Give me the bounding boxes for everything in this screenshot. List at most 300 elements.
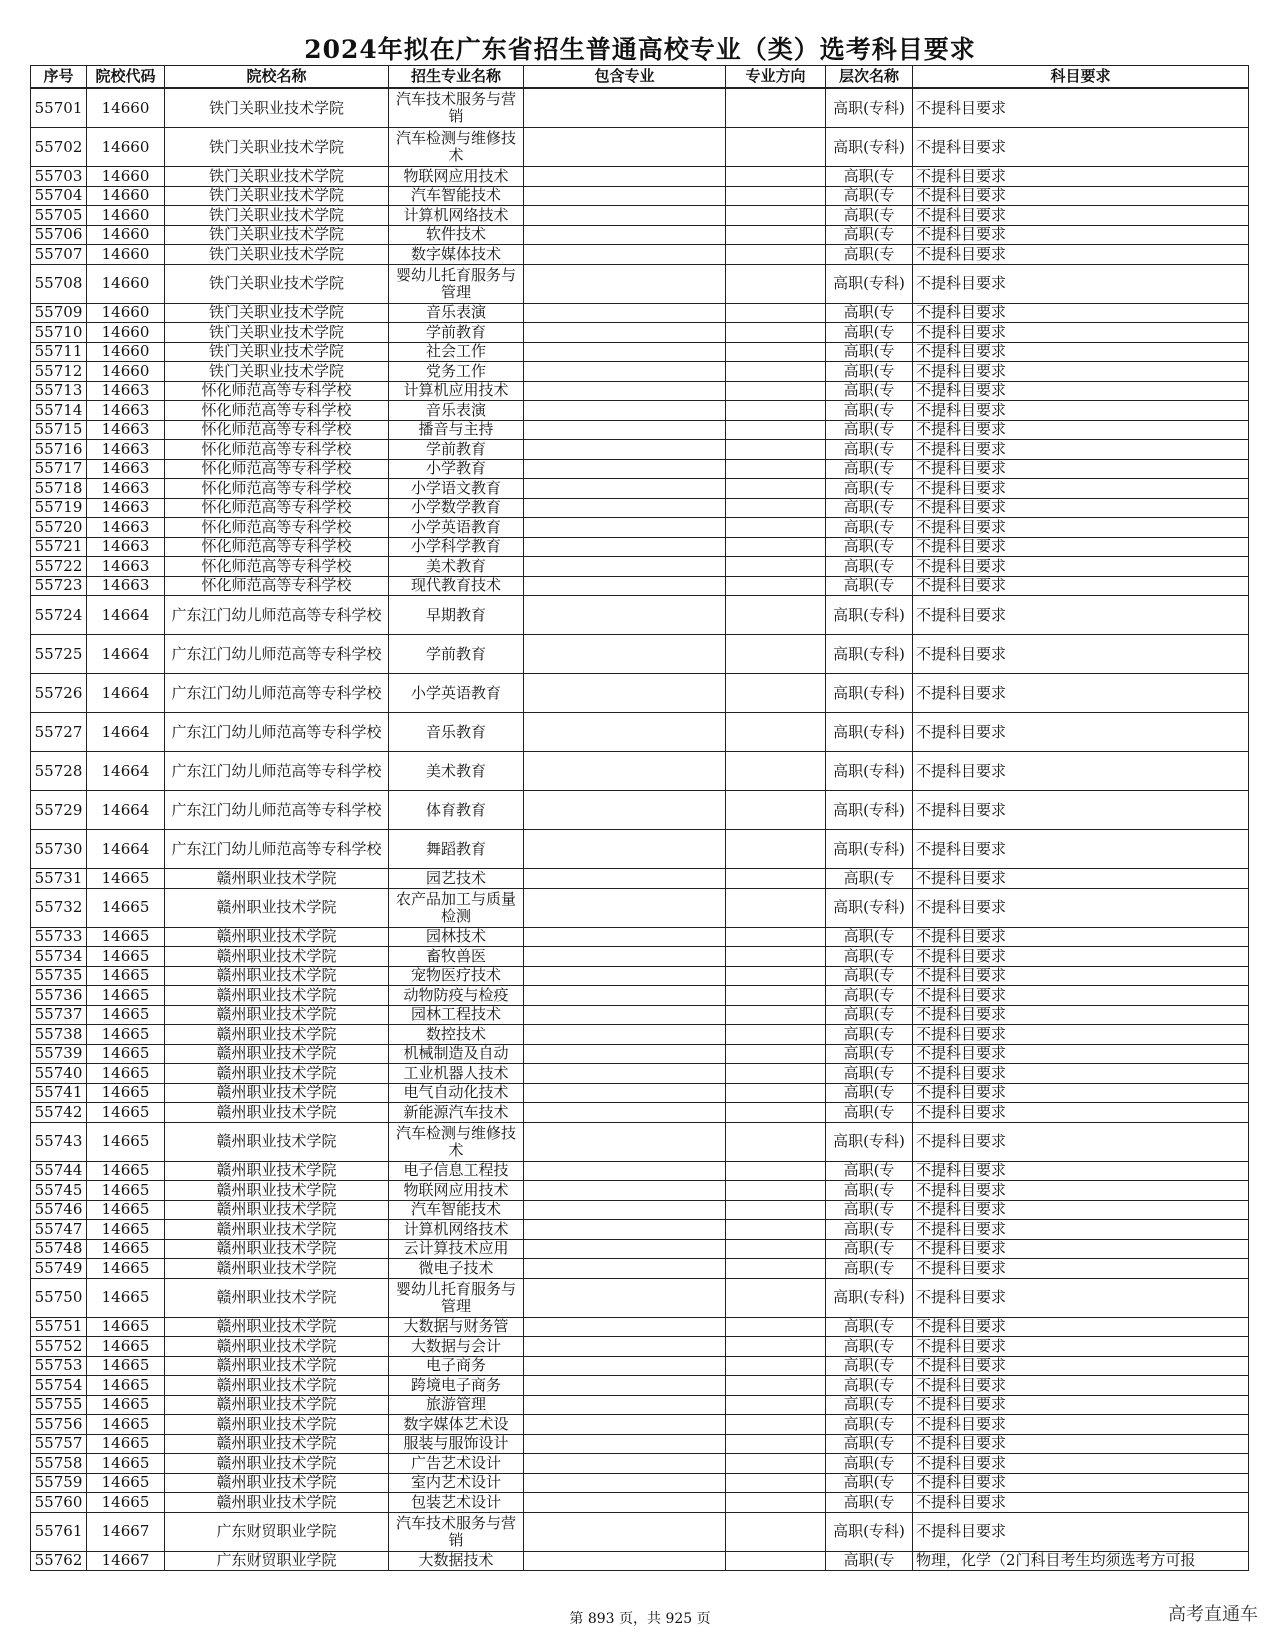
cell-school-name: 赣州职业技术学院 (165, 1376, 389, 1396)
cell-subject-requirement: 不提科目要求 (913, 342, 1249, 362)
table-row (31, 381, 1249, 401)
cell-included-majors (524, 635, 726, 674)
cell-school-name: 赣州职业技术学院 (165, 1064, 389, 1084)
cell-level: 高职(专 (826, 459, 913, 479)
cell-major-direction (726, 1356, 826, 1376)
cell-major-direction (726, 264, 826, 303)
cell-level: 高职(专科) (826, 791, 913, 830)
cell-major-direction (726, 1317, 826, 1337)
cell-major-name: 小学科学教育 (389, 537, 524, 557)
cell-included-majors (524, 1512, 726, 1551)
cell-school-name: 铁门关职业技术学院 (165, 323, 389, 343)
cell-major-direction (726, 596, 826, 635)
cell-major-name: 物联网应用技术 (389, 1181, 524, 1201)
cell-school-code: 14663 (87, 479, 165, 499)
cell-school-code: 14663 (87, 498, 165, 518)
cell-major-direction (726, 1005, 826, 1025)
cell-school-code: 14660 (87, 303, 165, 323)
cell-seq: 55741 (31, 1083, 87, 1103)
cell-major-direction (726, 342, 826, 362)
cell-major-name: 计算机网络技术 (389, 1220, 524, 1240)
table-row (31, 596, 1249, 635)
cell-school-code: 14665 (87, 1278, 165, 1317)
header-level: 层次名称 (826, 66, 913, 89)
cell-major-direction (726, 420, 826, 440)
cell-school-name: 赣州职业技术学院 (165, 1200, 389, 1220)
cell-school-code: 14663 (87, 459, 165, 479)
table-row (31, 1025, 1249, 1045)
cell-school-name: 怀化师范高等专科学校 (165, 537, 389, 557)
cell-level: 高职(专 (826, 323, 913, 343)
table-row (31, 576, 1249, 596)
cell-major-name: 服装与服饰设计 (389, 1434, 524, 1454)
cell-major-name: 跨境电子商务 (389, 1376, 524, 1396)
table-row (31, 128, 1249, 167)
cell-major-name: 机械制造及自动 (389, 1044, 524, 1064)
table-row (31, 420, 1249, 440)
cell-major-name: 小学数学教育 (389, 498, 524, 518)
cell-level: 高职(专 (826, 537, 913, 557)
cell-subject-requirement: 不提科目要求 (913, 1122, 1249, 1161)
cell-level: 高职(专科) (826, 88, 913, 128)
cell-major-direction (726, 830, 826, 869)
cell-major-name: 现代教育技术 (389, 576, 524, 596)
header-included-majors: 包含专业 (524, 66, 726, 89)
cell-included-majors (524, 830, 726, 869)
cell-subject-requirement: 不提科目要求 (913, 596, 1249, 635)
cell-school-code: 14660 (87, 206, 165, 226)
cell-school-code: 14664 (87, 791, 165, 830)
cell-seq: 55744 (31, 1161, 87, 1181)
header-school-code: 院校代码 (87, 66, 165, 89)
cell-school-name: 赣州职业技术学院 (165, 927, 389, 947)
cell-school-name: 怀化师范高等专科学校 (165, 440, 389, 460)
cell-school-code: 14663 (87, 557, 165, 577)
cell-school-code: 14665 (87, 1161, 165, 1181)
cell-school-code: 14660 (87, 245, 165, 265)
table-row (31, 167, 1249, 187)
cell-school-name: 赣州职业技术学院 (165, 1122, 389, 1161)
table-row (31, 303, 1249, 323)
cell-seq: 55701 (31, 88, 87, 128)
cell-included-majors (524, 459, 726, 479)
cell-seq: 55733 (31, 927, 87, 947)
cell-level: 高职(专 (826, 927, 913, 947)
cell-seq: 55757 (31, 1434, 87, 1454)
cell-school-name: 铁门关职业技术学院 (165, 264, 389, 303)
cell-included-majors (524, 420, 726, 440)
cell-major-direction (726, 167, 826, 187)
cell-school-code: 14665 (87, 1025, 165, 1045)
cell-major-name: 微电子技术 (389, 1259, 524, 1279)
cell-school-name: 铁门关职业技术学院 (165, 245, 389, 265)
table-row (31, 791, 1249, 830)
table-row (31, 1512, 1249, 1551)
cell-level: 高职(专 (826, 1493, 913, 1513)
cell-major-name: 学前教育 (389, 635, 524, 674)
cell-level: 高职(专 (826, 1415, 913, 1435)
cell-major-direction (726, 1415, 826, 1435)
cell-school-name: 赣州职业技术学院 (165, 1083, 389, 1103)
cell-level: 高职(专 (826, 1395, 913, 1415)
cell-seq: 55727 (31, 713, 87, 752)
cell-subject-requirement: 不提科目要求 (913, 440, 1249, 460)
cell-school-code: 14663 (87, 440, 165, 460)
cell-seq: 55724 (31, 596, 87, 635)
cell-major-name: 计算机应用技术 (389, 381, 524, 401)
cell-seq: 55713 (31, 381, 87, 401)
cell-included-majors (524, 966, 726, 986)
cell-school-code: 14665 (87, 1103, 165, 1123)
cell-seq: 55722 (31, 557, 87, 577)
cell-subject-requirement: 不提科目要求 (913, 459, 1249, 479)
cell-subject-requirement: 物理，化学（2门科目考生均须选考方可报 (913, 1551, 1249, 1571)
cell-level: 高职(专科) (826, 128, 913, 167)
cell-school-code: 14665 (87, 1220, 165, 1240)
cell-school-name: 赣州职业技术学院 (165, 1259, 389, 1279)
cell-included-majors (524, 264, 726, 303)
table-row (31, 947, 1249, 967)
cell-included-majors (524, 1220, 726, 1240)
cell-included-majors (524, 1356, 726, 1376)
cell-major-name: 舞蹈教育 (389, 830, 524, 869)
cell-school-name: 怀化师范高等专科学校 (165, 381, 389, 401)
cell-included-majors (524, 245, 726, 265)
cell-major-direction (726, 713, 826, 752)
table-row (31, 88, 1249, 128)
cell-school-code: 14665 (87, 1239, 165, 1259)
cell-seq: 55725 (31, 635, 87, 674)
cell-school-name: 赣州职业技术学院 (165, 1161, 389, 1181)
cell-level: 高职(专 (826, 1181, 913, 1201)
cell-seq: 55721 (31, 537, 87, 557)
cell-school-name: 赣州职业技术学院 (165, 966, 389, 986)
cell-seq: 55711 (31, 342, 87, 362)
cell-major-name: 大数据与会计 (389, 1337, 524, 1357)
cell-school-name: 赣州职业技术学院 (165, 1473, 389, 1493)
cell-school-code: 14665 (87, 1259, 165, 1279)
cell-subject-requirement: 不提科目要求 (913, 830, 1249, 869)
cell-major-direction (726, 440, 826, 460)
cell-major-direction (726, 537, 826, 557)
cell-level: 高职(专 (826, 303, 913, 323)
cell-school-code: 14660 (87, 323, 165, 343)
cell-school-name: 赣州职业技术学院 (165, 1337, 389, 1357)
cell-level: 高职(专 (826, 167, 913, 187)
cell-major-name: 汽车智能技术 (389, 1200, 524, 1220)
cell-level: 高职(专 (826, 1220, 913, 1240)
table-row (31, 1064, 1249, 1084)
page-footer: 第 893 页，共 925 页 (569, 1611, 711, 1627)
cell-level: 高职(专 (826, 1473, 913, 1493)
cell-included-majors (524, 1473, 726, 1493)
requirements-table (30, 65, 1249, 1571)
cell-subject-requirement: 不提科目要求 (913, 1337, 1249, 1357)
cell-school-code: 14663 (87, 576, 165, 596)
cell-level: 高职(专 (826, 869, 913, 889)
cell-major-name: 软件技术 (389, 225, 524, 245)
cell-major-direction (726, 186, 826, 206)
cell-major-direction (726, 381, 826, 401)
cell-subject-requirement: 不提科目要求 (913, 1473, 1249, 1493)
cell-included-majors (524, 752, 726, 791)
cell-school-name: 赣州职业技术学院 (165, 1356, 389, 1376)
cell-major-direction (726, 1376, 826, 1396)
table-row (31, 752, 1249, 791)
cell-seq: 55704 (31, 186, 87, 206)
cell-major-name: 室内艺术设计 (389, 1473, 524, 1493)
cell-level: 高职(专 (826, 1005, 913, 1025)
cell-included-majors (524, 1376, 726, 1396)
table-body (31, 88, 1249, 1571)
cell-seq: 55755 (31, 1395, 87, 1415)
cell-major-name: 小学教育 (389, 459, 524, 479)
cell-level: 高职(专 (826, 1434, 913, 1454)
cell-major-name: 数字媒体艺术设 (389, 1415, 524, 1435)
cell-school-code: 14667 (87, 1512, 165, 1551)
cell-level: 高职(专 (826, 1454, 913, 1474)
cell-seq: 55723 (31, 576, 87, 596)
cell-seq: 55742 (31, 1103, 87, 1123)
cell-seq: 55702 (31, 128, 87, 167)
cell-school-name: 广东江门幼儿师范高等专科学校 (165, 674, 389, 713)
cell-school-name: 赣州职业技术学院 (165, 1395, 389, 1415)
cell-included-majors (524, 303, 726, 323)
cell-subject-requirement: 不提科目要求 (913, 635, 1249, 674)
cell-subject-requirement: 不提科目要求 (913, 1454, 1249, 1474)
table-row (31, 1473, 1249, 1493)
cell-level: 高职(专 (826, 1356, 913, 1376)
cell-major-name: 园艺技术 (389, 869, 524, 889)
cell-included-majors (524, 1395, 726, 1415)
cell-seq: 55760 (31, 1493, 87, 1513)
cell-school-name: 赣州职业技术学院 (165, 869, 389, 889)
cell-included-majors (524, 1317, 726, 1337)
cell-subject-requirement: 不提科目要求 (913, 186, 1249, 206)
cell-level: 高职(专 (826, 1551, 913, 1571)
cell-major-direction (726, 752, 826, 791)
cell-level: 高职(专 (826, 401, 913, 421)
cell-subject-requirement: 不提科目要求 (913, 362, 1249, 382)
table-row (31, 1376, 1249, 1396)
table-row (31, 1415, 1249, 1435)
cell-school-code: 14665 (87, 1395, 165, 1415)
cell-school-code: 14663 (87, 537, 165, 557)
table-row (31, 401, 1249, 421)
table-row (31, 1200, 1249, 1220)
table-row (31, 1454, 1249, 1474)
cell-seq: 55759 (31, 1473, 87, 1493)
cell-school-code: 14663 (87, 381, 165, 401)
cell-seq: 55736 (31, 986, 87, 1006)
cell-included-majors (524, 342, 726, 362)
cell-school-name: 广东江门幼儿师范高等专科学校 (165, 830, 389, 869)
cell-school-code: 14665 (87, 1337, 165, 1357)
cell-school-code: 14667 (87, 1551, 165, 1571)
cell-school-code: 14665 (87, 1181, 165, 1201)
cell-subject-requirement: 不提科目要求 (913, 206, 1249, 226)
cell-school-code: 14660 (87, 128, 165, 167)
cell-seq: 55705 (31, 206, 87, 226)
cell-level: 高职(专科) (826, 635, 913, 674)
cell-major-name: 电子信息工程技 (389, 1161, 524, 1181)
cell-subject-requirement: 不提科目要求 (913, 264, 1249, 303)
cell-included-majors (524, 518, 726, 538)
cell-subject-requirement: 不提科目要求 (913, 128, 1249, 167)
cell-school-name: 铁门关职业技术学院 (165, 362, 389, 382)
cell-school-name: 铁门关职业技术学院 (165, 167, 389, 187)
cell-subject-requirement: 不提科目要求 (913, 381, 1249, 401)
cell-level: 高职(专科) (826, 1278, 913, 1317)
table-row (31, 1356, 1249, 1376)
cell-included-majors (524, 1122, 726, 1161)
cell-seq: 55740 (31, 1064, 87, 1084)
table-row (31, 264, 1249, 303)
cell-school-name: 赣州职业技术学院 (165, 1103, 389, 1123)
cell-seq: 55745 (31, 1181, 87, 1201)
cell-subject-requirement: 不提科目要求 (913, 1025, 1249, 1045)
cell-level: 高职(专 (826, 1064, 913, 1084)
cell-school-code: 14665 (87, 1317, 165, 1337)
cell-major-direction (726, 1473, 826, 1493)
table-header-row (31, 66, 1249, 89)
table-row (31, 888, 1249, 927)
cell-included-majors (524, 1083, 726, 1103)
cell-level: 高职(专 (826, 576, 913, 596)
cell-major-direction (726, 1161, 826, 1181)
cell-major-name: 婴幼儿托育服务与管理 (389, 1278, 524, 1317)
cell-level: 高职(专科) (826, 674, 913, 713)
header-major-name: 招生专业名称 (389, 66, 524, 89)
table-row (31, 557, 1249, 577)
cell-subject-requirement: 不提科目要求 (913, 498, 1249, 518)
table-row (31, 225, 1249, 245)
cell-school-code: 14665 (87, 1473, 165, 1493)
requirements-table-container (30, 65, 1248, 1571)
cell-level: 高职(专 (826, 1376, 913, 1396)
cell-included-majors (524, 713, 726, 752)
cell-major-direction (726, 245, 826, 265)
cell-major-direction (726, 1220, 826, 1240)
cell-school-code: 14663 (87, 518, 165, 538)
cell-major-name: 小学语文教育 (389, 479, 524, 499)
cell-major-direction (726, 966, 826, 986)
cell-level: 高职(专 (826, 1044, 913, 1064)
cell-school-code: 14665 (87, 1376, 165, 1396)
cell-school-name: 怀化师范高等专科学校 (165, 518, 389, 538)
cell-level: 高职(专 (826, 1317, 913, 1337)
cell-major-name: 畜牧兽医 (389, 947, 524, 967)
cell-major-name: 美术教育 (389, 557, 524, 577)
cell-subject-requirement: 不提科目要求 (913, 1044, 1249, 1064)
cell-major-name: 播音与主持 (389, 420, 524, 440)
cell-school-code: 14663 (87, 401, 165, 421)
cell-major-name: 美术教育 (389, 752, 524, 791)
cell-school-name: 怀化师范高等专科学校 (165, 576, 389, 596)
cell-seq: 55746 (31, 1200, 87, 1220)
cell-school-name: 广东江门幼儿师范高等专科学校 (165, 635, 389, 674)
cell-level: 高职(专 (826, 1337, 913, 1357)
cell-subject-requirement: 不提科目要求 (913, 1239, 1249, 1259)
cell-major-direction (726, 1200, 826, 1220)
cell-school-code: 14665 (87, 869, 165, 889)
cell-major-name: 广告艺术设计 (389, 1454, 524, 1474)
cell-school-code: 14663 (87, 420, 165, 440)
cell-seq: 55712 (31, 362, 87, 382)
cell-included-majors (524, 869, 726, 889)
cell-school-name: 怀化师范高等专科学校 (165, 557, 389, 577)
cell-seq: 55738 (31, 1025, 87, 1045)
cell-school-name: 怀化师范高等专科学校 (165, 498, 389, 518)
cell-subject-requirement: 不提科目要求 (913, 1395, 1249, 1415)
cell-seq: 55731 (31, 869, 87, 889)
cell-subject-requirement: 不提科目要求 (913, 869, 1249, 889)
cell-level: 高职(专 (826, 966, 913, 986)
table-row (31, 518, 1249, 538)
cell-subject-requirement: 不提科目要求 (913, 479, 1249, 499)
cell-major-name: 早期教育 (389, 596, 524, 635)
cell-major-direction (726, 498, 826, 518)
cell-school-code: 14660 (87, 167, 165, 187)
cell-major-direction (726, 986, 826, 1006)
cell-school-name: 铁门关职业技术学院 (165, 88, 389, 128)
cell-major-name: 汽车检测与维修技术 (389, 128, 524, 167)
cell-school-name: 赣州职业技术学院 (165, 1044, 389, 1064)
cell-included-majors (524, 557, 726, 577)
cell-major-direction (726, 1239, 826, 1259)
cell-seq: 55703 (31, 167, 87, 187)
cell-major-direction (726, 1103, 826, 1123)
table-row (31, 1317, 1249, 1337)
cell-subject-requirement: 不提科目要求 (913, 1200, 1249, 1220)
cell-school-name: 怀化师范高等专科学校 (165, 479, 389, 499)
cell-major-direction (726, 401, 826, 421)
cell-major-direction (726, 1044, 826, 1064)
cell-level: 高职(专 (826, 440, 913, 460)
cell-level: 高职(专 (826, 186, 913, 206)
cell-major-direction (726, 362, 826, 382)
cell-level: 高职(专科) (826, 596, 913, 635)
cell-included-majors (524, 947, 726, 967)
cell-school-code: 14665 (87, 1083, 165, 1103)
cell-included-majors (524, 791, 726, 830)
cell-seq: 55717 (31, 459, 87, 479)
cell-major-name: 数字媒体技术 (389, 245, 524, 265)
cell-major-direction (726, 303, 826, 323)
cell-major-direction (726, 1493, 826, 1513)
cell-school-code: 14664 (87, 830, 165, 869)
cell-seq: 55726 (31, 674, 87, 713)
cell-school-code: 14665 (87, 1044, 165, 1064)
cell-seq: 55756 (31, 1415, 87, 1435)
cell-included-majors (524, 1551, 726, 1571)
cell-school-name: 广东财贸职业学院 (165, 1512, 389, 1551)
cell-subject-requirement: 不提科目要求 (913, 245, 1249, 265)
cell-subject-requirement: 不提科目要求 (913, 1005, 1249, 1025)
cell-major-direction (726, 459, 826, 479)
cell-seq: 55750 (31, 1278, 87, 1317)
cell-school-name: 怀化师范高等专科学校 (165, 459, 389, 479)
cell-school-code: 14660 (87, 186, 165, 206)
cell-school-name: 铁门关职业技术学院 (165, 206, 389, 226)
cell-major-name: 小学英语教育 (389, 674, 524, 713)
cell-major-name: 汽车检测与维修技术 (389, 1122, 524, 1161)
cell-school-name: 广东江门幼儿师范高等专科学校 (165, 713, 389, 752)
cell-subject-requirement: 不提科目要求 (913, 713, 1249, 752)
cell-seq: 55714 (31, 401, 87, 421)
cell-included-majors (524, 440, 726, 460)
cell-school-name: 广东江门幼儿师范高等专科学校 (165, 791, 389, 830)
